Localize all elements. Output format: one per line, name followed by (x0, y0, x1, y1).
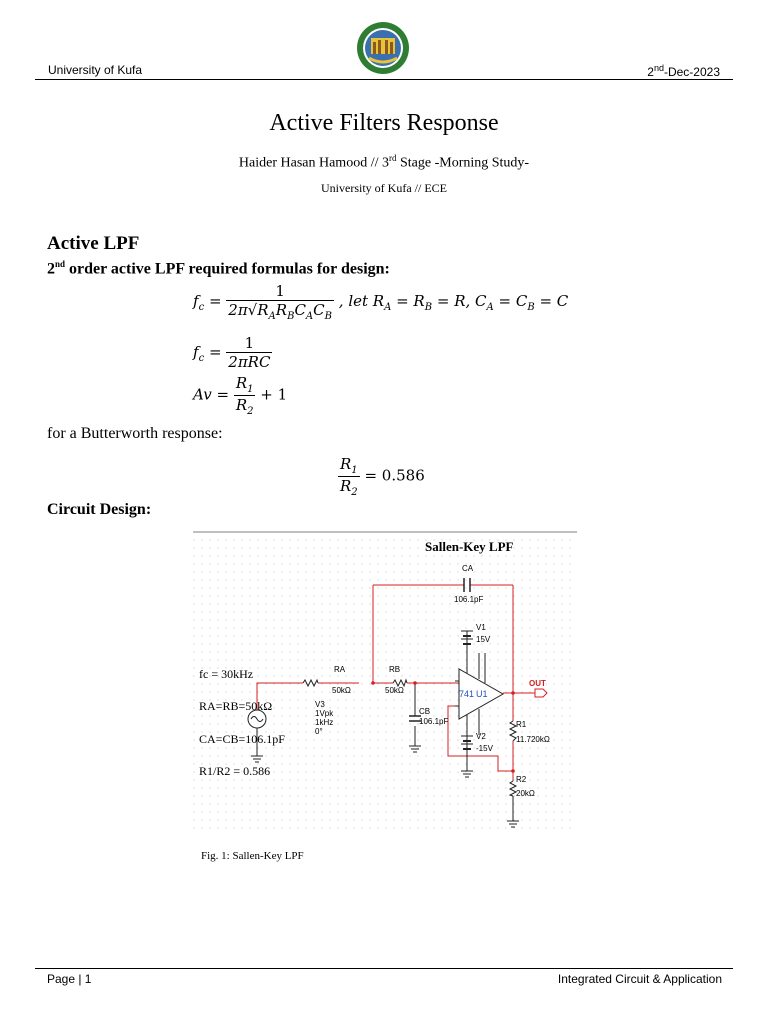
r1-label: R1 (516, 720, 527, 729)
v2-label: V2 (476, 732, 486, 741)
header-date (647, 63, 720, 79)
butterworth-text: for a Butterworth response: (47, 425, 223, 442)
note-resistors: RA=RB=50kΩ (199, 699, 273, 713)
v1-value: 15V (476, 635, 491, 644)
formula-fc-general: $f_c$ = $\frac{1}{2\pi√R_AR_BC_AC_B}$ , let $R_A = R_B = R$, $C_A = C_B = C$ (193, 282, 569, 322)
r2-label: R2 (516, 775, 527, 784)
ratio-value: = 0.586 (364, 466, 425, 485)
formula-gain: Av = $\frac{R_1}{R_2}$ + 1 (193, 374, 288, 417)
ra-label: RA (334, 665, 346, 674)
section-heading-active-lpf: Active LPF (47, 233, 140, 254)
opamp-u1: U1 (476, 689, 488, 699)
note-capacitors: CA=CB=106.1pF (199, 732, 285, 746)
opamp-741: 741 (459, 689, 475, 699)
v3-frequency: 1kHz (315, 718, 334, 727)
r2-value: 20kΩ (516, 789, 535, 798)
page-title: Active Filters Response (269, 110, 499, 136)
footer-course: Integrated Circuit & Application (557, 972, 722, 986)
header-left: University of Kufa (48, 63, 143, 77)
ca-label: CA (462, 564, 474, 573)
footer-page: Page | 1 (47, 972, 92, 986)
affiliation: University of Kufa // ECE (321, 181, 447, 195)
university-logo (355, 20, 411, 76)
author-name: Haider Hasan Hamood // 3 (238, 155, 389, 171)
v1-label: V1 (476, 623, 486, 632)
cb-label: CB (419, 707, 431, 716)
rb-value: 50kΩ (385, 686, 404, 695)
figure-caption: Fig. 1: Sallen-Key LPF (201, 850, 304, 862)
formula-fc-simplified: $f_c$ = $\frac{1}{\text{2πRC}}$ (193, 334, 271, 371)
section-heading-circuit-design: Circuit Design: (47, 501, 152, 518)
v3-phase: 0° (315, 727, 323, 736)
date-day: 2 (647, 65, 654, 79)
subheading-num: 2 (47, 260, 55, 278)
subheading-sup: nd (55, 259, 66, 269)
ra-value: 50kΩ (332, 686, 351, 695)
author-line (0, 153, 768, 172)
cb-value: 106.1pF (419, 717, 449, 726)
formula-ratio: $\frac{R_1}{R_2}$ = 0.586 (340, 455, 425, 498)
subheading-text: order active LPF required formulas for design: (65, 260, 390, 278)
author-sup: rd (388, 153, 397, 163)
note-fc: fc = 30kHz (199, 667, 254, 681)
rb-label: RB (389, 665, 401, 674)
circuit-title: Sallen-Key LPF (425, 539, 514, 554)
date-suffix: nd (653, 63, 664, 73)
v2-value: -15V (476, 744, 493, 753)
ca-value: 106.1pF (454, 595, 484, 604)
circuit-schematic (193, 531, 577, 831)
footer-rule (35, 968, 733, 969)
out-label: OUT (529, 679, 546, 688)
v3-amplitude: 1Vpk (315, 709, 334, 718)
r1-value: 11.720kΩ (516, 735, 550, 744)
date-rest: -Dec-2023 (663, 65, 720, 79)
note-ratio: R1/R2 = 0.586 (199, 764, 271, 778)
header-rule (35, 79, 733, 80)
author-stage: Stage -Morning Study- (396, 155, 530, 171)
section-subheading (47, 259, 390, 278)
v3-label: V3 (315, 700, 325, 709)
